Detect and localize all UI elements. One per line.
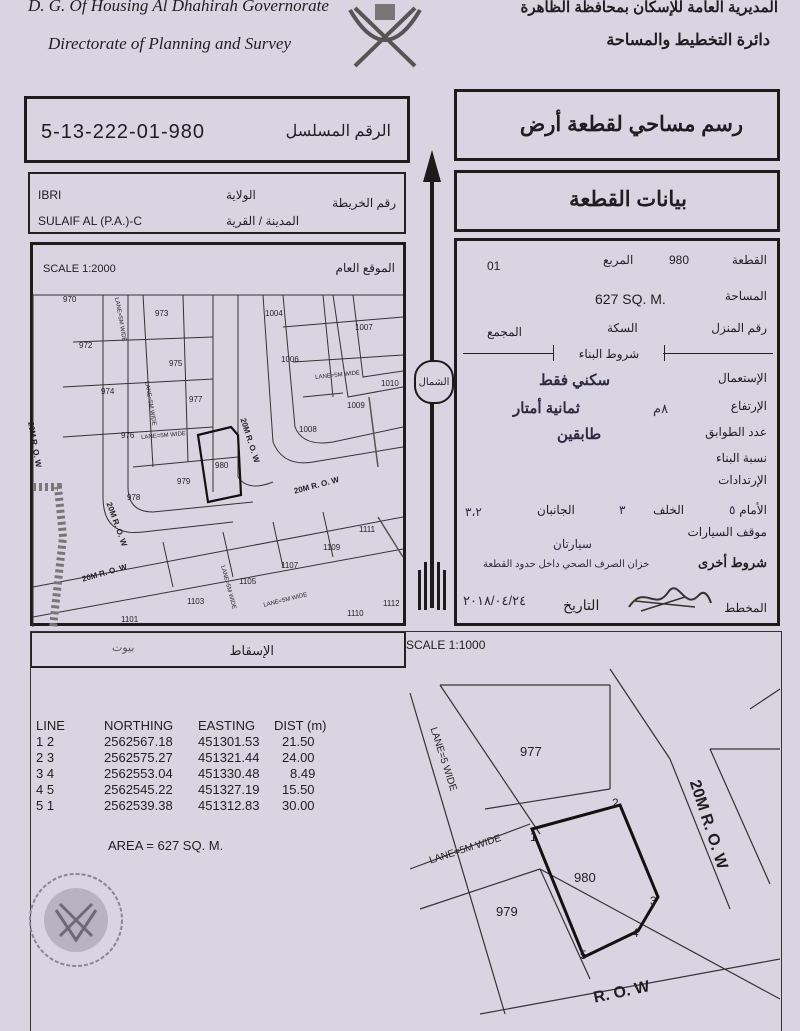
area-label: المساحة xyxy=(724,289,767,303)
easting-cell: 451312.83 xyxy=(198,798,260,813)
easting-header: EASTING xyxy=(198,718,256,733)
plot-data-title: بيانات القطعة xyxy=(569,188,687,211)
town-label: المدينة / القرية xyxy=(226,214,300,228)
use-value: سكني فقط xyxy=(539,372,611,389)
site-plot-974: 974 xyxy=(101,387,115,396)
building-conditions-title: شروط البناء xyxy=(578,347,640,361)
serial-number-box xyxy=(24,96,410,163)
height-value: ثمانية أمتار xyxy=(513,400,580,417)
easting-cell: 451301.53 xyxy=(198,734,260,749)
sides-setback-value: ٣،٢ xyxy=(465,505,482,519)
site-lane-label: LANE=5M WIDE xyxy=(315,370,361,381)
use-label: الإستعمال xyxy=(718,371,767,385)
detail-plot-977: 977 xyxy=(520,744,542,759)
planner-label: المخطط xyxy=(724,601,767,615)
site-lane-label: LANE=5M WIDE xyxy=(141,431,187,441)
plot-label: القطعة xyxy=(731,253,767,267)
site-plot-977: 977 xyxy=(189,395,203,404)
distance-cell: 21.50 xyxy=(282,734,315,749)
line-cell: 3 4 xyxy=(36,766,55,781)
conditions-rule-right xyxy=(663,353,773,354)
back-setback-value: ٣ xyxy=(619,503,626,517)
floors-label: عدد الطوابق xyxy=(705,425,767,439)
street-label: السكة xyxy=(607,321,638,335)
site-road-label: 20M R. O. W xyxy=(104,501,129,548)
site-plot-1105: 1105 xyxy=(239,577,257,586)
detail-plot-979: 979 xyxy=(496,904,518,919)
site-road-label: 20M R. O. W xyxy=(81,562,128,584)
site-plot-1111: 1111 xyxy=(359,525,376,534)
building-conditions-header xyxy=(553,345,665,361)
table-row xyxy=(36,782,332,798)
plot-value: 980 xyxy=(669,253,690,267)
area-value: 627 SQ. M. xyxy=(595,291,666,307)
northing-cell: 2562567.18 xyxy=(104,734,173,749)
site-plot-1009: 1009 xyxy=(347,401,365,410)
site-plot-1004: 1004 xyxy=(265,309,283,318)
site-plot-972: 972 xyxy=(79,341,93,350)
northing-header: NORTHING xyxy=(104,718,174,733)
distance-cell: 15.50 xyxy=(282,782,315,797)
site-plot-1007: 1007 xyxy=(355,323,373,332)
site-plot-1107: 1107 xyxy=(281,561,299,570)
site-lane-label: LANE=5M WIDE xyxy=(263,592,308,609)
projection-watermark-stamp: بيوت xyxy=(112,642,135,654)
coordinates-table-wrap xyxy=(36,718,332,814)
other-conditions-value: خزان الصرف الصحي داخل حدود القطعة xyxy=(483,559,650,570)
directorate-name-en: Directorate of Planning and Survey xyxy=(48,34,291,53)
house-number-label: رقم المنزل xyxy=(711,321,767,335)
front-setback-label: الأمام xyxy=(739,503,767,517)
setbacks-label: الإرتدادات xyxy=(718,473,767,487)
vertex-label: 4 xyxy=(632,926,639,940)
wilayat-value: IBRI xyxy=(38,188,62,202)
complex-label: المجمع xyxy=(487,325,522,339)
north-label-badge xyxy=(414,360,454,404)
site-plot-980: 980 xyxy=(215,461,229,470)
northing-cell: 2562575.27 xyxy=(104,750,173,765)
map-number-label: رقم الخريطة xyxy=(332,196,396,210)
floors-value: طابقين xyxy=(557,426,602,443)
northing-cell: 2562539.38 xyxy=(104,798,173,813)
town-value: SULAIF AL (P.A.)-C xyxy=(38,214,143,228)
table-row xyxy=(36,798,332,814)
date-label: التاريخ xyxy=(563,597,600,613)
serial-number-label: الرقم المسلسل xyxy=(285,123,391,140)
org-name-en: D. G. Of Housing Al Dhahirah Governorate xyxy=(28,0,329,15)
line-cell: 1 2 xyxy=(36,734,55,749)
site-scale-label: SCALE 1:2000 xyxy=(43,263,116,275)
detail-lane-label: LANE=5 WIDE xyxy=(427,726,459,793)
site-lane-label: LANE=5M WIDE xyxy=(113,297,127,343)
line-cell: 5 1 xyxy=(36,798,55,813)
conditions-rule-left xyxy=(463,353,553,354)
wilayat-label: الولاية xyxy=(226,188,256,202)
site-road-label: 20M R. O. W xyxy=(293,475,340,496)
site-plot-978: 978 xyxy=(127,493,141,502)
detail-road-label: 20M R. O. W xyxy=(685,778,731,872)
site-plot-1110: 1110 xyxy=(347,609,364,618)
easting-cell: 451321.44 xyxy=(198,750,260,765)
site-plot-1010: 1010 xyxy=(381,379,399,388)
org-name-ar: المديرية العامة للإسكان بمحافظة الظاهرة xyxy=(520,0,778,16)
site-plot-1101: 1101 xyxy=(121,615,139,624)
coordinates-table xyxy=(36,718,332,814)
vertex-label: 1 xyxy=(530,830,537,844)
parking-label: موقف السيارات xyxy=(687,525,767,539)
northing-cell: 2562545.22 xyxy=(104,782,173,797)
distance-cell: 30.00 xyxy=(282,798,315,813)
plot-info-panel xyxy=(454,238,780,626)
line-header: LINE xyxy=(36,718,65,733)
easting-cell: 451327.19 xyxy=(198,782,260,797)
table-row xyxy=(36,750,332,766)
site-road-label: 20M R. O. W xyxy=(238,417,262,464)
table-row xyxy=(36,766,332,782)
block-value: 01 xyxy=(487,259,501,273)
projection-scale-label: SCALE 1:1000 xyxy=(406,638,486,652)
projection-label: الإسقاط xyxy=(229,643,274,658)
site-plot-979: 979 xyxy=(177,477,191,486)
location-box xyxy=(28,172,406,234)
distance-cell: 8.49 xyxy=(290,766,316,781)
official-seal-icon xyxy=(26,870,126,970)
table-row xyxy=(36,734,332,750)
site-road-label: 20M R. O. W xyxy=(26,421,44,469)
area-total: AREA = 627 SQ. M. xyxy=(108,838,224,853)
block-label: المربع xyxy=(603,253,634,267)
line-cell: 2 3 xyxy=(36,750,55,765)
serial-number-value: 5-13-222-01-980 xyxy=(41,121,205,143)
vertex-label: 3 xyxy=(650,894,657,908)
detail-plot-980: 980 xyxy=(574,870,596,885)
general-site-map xyxy=(26,242,406,626)
coordinates-header-row xyxy=(36,718,332,734)
document-title-box xyxy=(454,89,780,161)
vertex-label: 5 xyxy=(580,948,587,962)
site-plot-1103: 1103 xyxy=(187,597,205,606)
site-plot-1112: 1112 xyxy=(383,599,400,608)
site-plot-970: 970 xyxy=(63,295,77,304)
distance-cell: 24.00 xyxy=(282,750,315,765)
front-setback-value: ٥ xyxy=(729,503,736,517)
northing-cell: 2562553.04 xyxy=(104,766,173,781)
detail-lane-label: LANE=5M WIDE xyxy=(428,832,503,867)
date-value: ٢٠١٨/٠٤/٢٤ xyxy=(463,593,527,608)
distance-header: DIST (m) xyxy=(274,718,327,733)
vertex-label: 2 xyxy=(612,796,619,810)
site-plot-976: 976 xyxy=(121,431,135,440)
plot-detail-drawing xyxy=(410,669,780,1014)
directorate-name-ar: دائرة التخطيط والمساحة xyxy=(606,32,770,49)
site-lane-label: LANE=5M WIDE xyxy=(219,565,237,610)
height-number: ٨م xyxy=(653,401,669,416)
plot-data-title-box xyxy=(454,170,780,232)
signature-icon xyxy=(625,577,715,617)
parking-value: سيارتان xyxy=(553,537,592,551)
site-plot-1109: 1109 xyxy=(323,543,341,552)
detail-road-label-bottom: R. O. W xyxy=(592,978,652,1007)
north-label: الشمال xyxy=(418,376,450,388)
height-label: الإرتفاع xyxy=(730,399,767,413)
site-lane-label: LANE=5M WIDE xyxy=(143,381,157,427)
back-setback-label: الخلف xyxy=(653,503,685,517)
easting-cell: 451330.48 xyxy=(198,766,260,781)
other-conditions-label: شروط أخرى xyxy=(698,555,767,570)
building-ratio-label: نسبة البناء xyxy=(716,451,767,465)
site-plot-973: 973 xyxy=(155,309,169,318)
site-plot-1008: 1008 xyxy=(299,425,317,434)
line-cell: 4 5 xyxy=(36,782,55,797)
site-plot-1006: 1006 xyxy=(281,355,299,364)
site-plot-975: 975 xyxy=(169,359,183,368)
oman-emblem-icon xyxy=(330,0,440,72)
document-title: رسم مساحي لقطعة أرض xyxy=(519,113,743,136)
general-site-label: الموقع العام xyxy=(335,261,395,275)
sides-setback-label: الجانبان xyxy=(537,503,575,517)
